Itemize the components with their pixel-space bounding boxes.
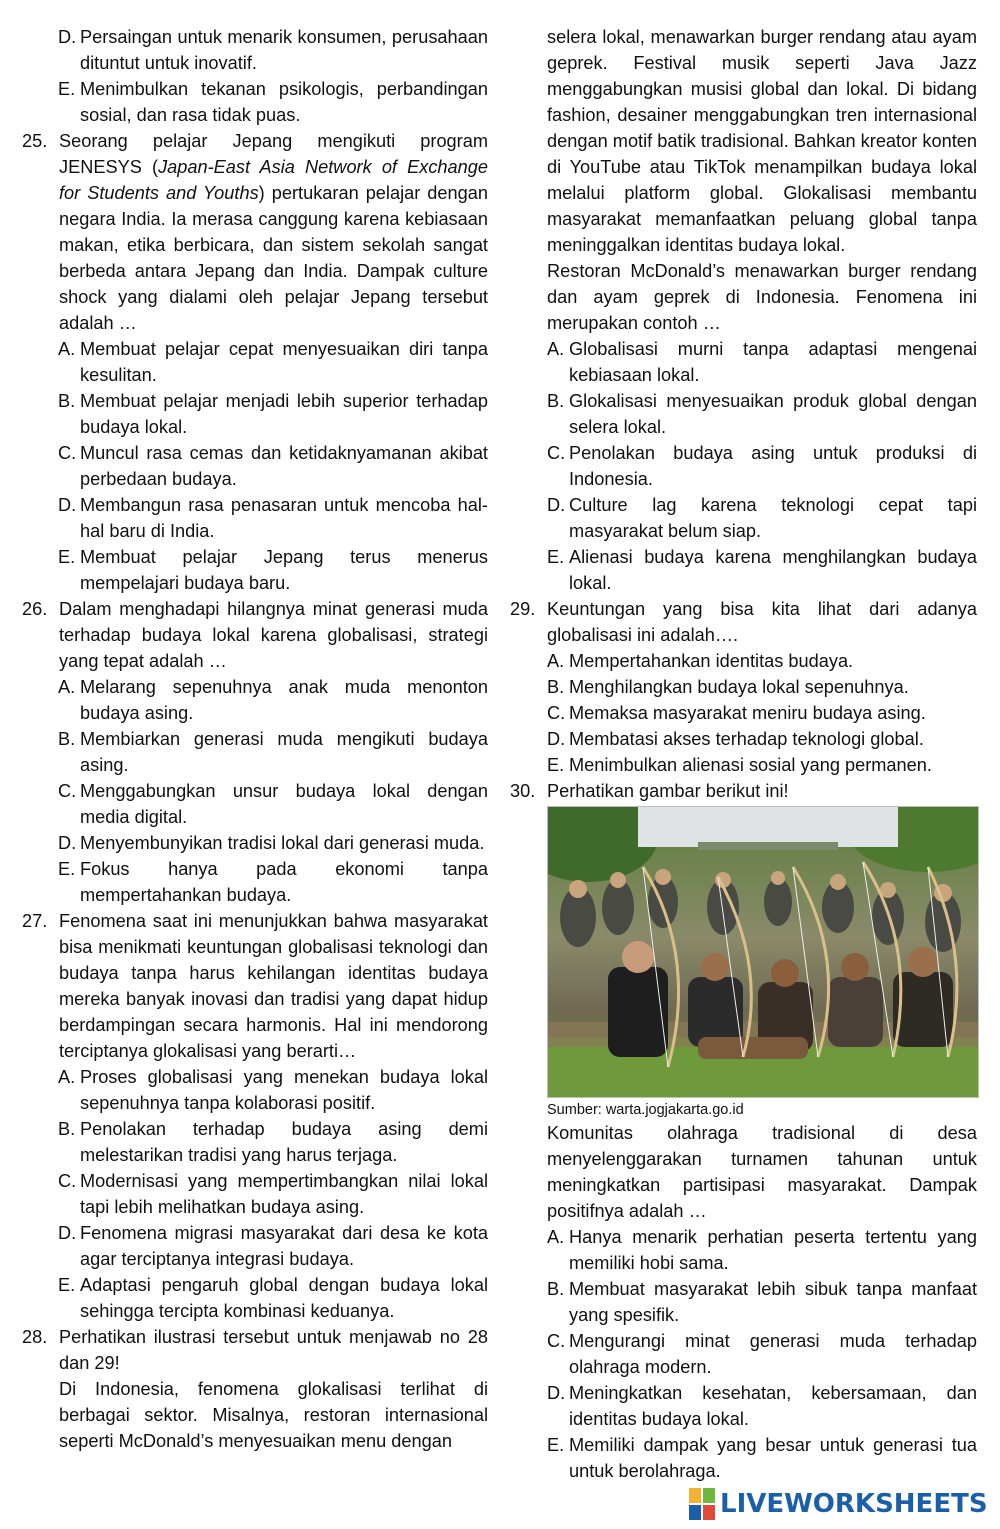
question-27: 27. Fenomena saat ini menunjukkan bahwa masyarakat bisa menikmati keuntungan globalisasi teknologi dan budaya tanpa harus kehilangan identitas budaya mereka banyak inovasi dan tradisi yang dapat hidup berdampingan secara harmonis. Hal ini mendorong terciptanya glokalisasi yang berarti… xyxy=(22,911,488,1061)
q26-option-c: C. Menggabungkan unsur budaya lokal dengan media digital. xyxy=(58,781,488,827)
q30-option-d: D. Meningkatkan kesehatan, kebersamaan, dan identitas budaya lokal. xyxy=(547,1383,977,1429)
archery-scene-illustration xyxy=(548,807,978,1097)
q27-option-b: B. Penolakan terhadap budaya asing demi melestarikan tradisi yang harus terjaga. xyxy=(58,1119,488,1165)
right-column xyxy=(510,24,977,1484)
left-column xyxy=(22,24,488,1454)
q25-option-c: C. Muncul rasa cemas dan ketidaknyamanan akibat perbedaan budaya. xyxy=(58,443,488,489)
q29-option-a: A. Mempertahankan identitas budaya. xyxy=(547,651,854,671)
q28-option-c: C. Penolakan budaya asing untuk produksi di Indonesia. xyxy=(547,443,977,489)
q28-question: Restoran McDonald’s menawarkan burger rendang dan ayam geprek di Indonesia. Fenomena ini merupakan contoh … xyxy=(547,261,977,333)
q25-option-e: E. Membuat pelajar Jepang terus menerus mempelajari budaya baru. xyxy=(58,547,488,593)
question-30: 30. Perhatikan gambar berikut ini! xyxy=(510,781,789,801)
question-26: 26. Dalam menghadapi hilangnya minat generasi muda terhadap budaya lokal karena globalisasi, strategi yang tepat adalah … xyxy=(22,599,488,671)
q26-option-b: B. Membiarkan generasi muda mengikuti budaya asing. xyxy=(58,729,488,775)
q30-option-b: B. Membuat masyarakat lebih sibuk tanpa manfaat yang spesifik. xyxy=(547,1279,977,1325)
q30-option-c: C. Mengurangi minat generasi muda terhadap olahraga modern. xyxy=(547,1331,977,1377)
q26-option-d: D. Menyembunyikan tradisi lokal dari generasi muda. xyxy=(58,833,485,853)
q30-question: Komunitas olahraga tradisional di desa menyelenggarakan turnamen tahunan untuk meningkatkan partisipasi masyarakat. Dampak positifnya adalah … xyxy=(547,1123,977,1221)
liveworksheets-logo[interactable] xyxy=(688,1486,992,1522)
q28-passage-continued: selera lokal, menawarkan burger rendang atau ayam geprek. Festival musik seperti Java Jazz menggabungkan musisi global dan lokal. Di bidang fashion, desainer menggabungkan tren internasional dengan motif batik tradisional. Bahkan kreator konten di YouTube atau TikTok menampilkan budaya lokal melalui platform global. Glokalisasi membantu masyarakat memanfaatkan peluang global tanpa meninggalkan identitas budaya lokal. xyxy=(547,27,977,255)
q24-option-d: D. Persaingan untuk menarik konsumen, perusahaan dituntut untuk inovatif. xyxy=(58,27,488,73)
q30-option-a: A. Hanya menarik perhatian peserta tertentu yang memiliki hobi sama. xyxy=(547,1227,977,1273)
question-29: 29. Keuntungan yang bisa kita lihat dari adanya globalisasi ini adalah…. xyxy=(510,599,977,645)
q24-option-e: E. Menimbulkan tekanan psikologis, perbandingan sosial, dan rasa tidak puas. xyxy=(58,79,488,125)
q28-option-a: A. Globalisasi murni tanpa adaptasi mengenai kebiasaan lokal. xyxy=(547,339,977,385)
q26-option-a: A. Melarang sepenuhnya anak muda menonton budaya asing. xyxy=(58,677,488,723)
q29-option-c: C. Memaksa masyarakat meniru budaya asing. xyxy=(547,703,926,723)
archery-photo xyxy=(547,806,979,1098)
q29-option-b: B. Menghilangkan budaya lokal sepenuhnya. xyxy=(547,677,909,697)
q27-option-a: A. Proses globalisasi yang menekan budaya lokal sepenuhnya tanpa kolaborasi positif. xyxy=(58,1067,488,1113)
q30-option-e: E. Memiliki dampak yang besar untuk generasi tua untuk berolahraga. xyxy=(547,1435,977,1481)
q26-option-e: E. Fokus hanya pada ekonomi tanpa mempertahankan budaya. xyxy=(58,859,488,905)
liveworksheets-logo-mark-icon xyxy=(688,1487,716,1521)
q29-option-e: E. Menimbulkan alienasi sosial yang permanen. xyxy=(547,755,932,775)
q29-option-d: D. Membatasi akses terhadap teknologi global. xyxy=(547,729,924,749)
q27-option-c: C. Modernisasi yang mempertimbangkan nilai lokal tapi lebih melihatkan budaya asing. xyxy=(58,1171,488,1217)
q25-option-b: B. Membuat pelajar menjadi lebih superior terhadap budaya lokal. xyxy=(58,391,488,437)
photo-source-caption: Sumber: warta.jogjakarta.go.id xyxy=(547,1102,744,1118)
q28-option-e: E. Alienasi budaya karena menghilangkan budaya lokal. xyxy=(547,547,977,593)
q28-passage-start: Di Indonesia, fenomena glokalisasi terlihat di berbagai sektor. Misalnya, restoran internasional seperti McDonald’s menyesuaikan menu dengan xyxy=(59,1379,488,1451)
liveworksheets-logo-text: LIVEWORKSHEETS xyxy=(720,1489,988,1519)
q28-option-d: D. Culture lag karena teknologi cepat tapi masyarakat belum siap. xyxy=(547,495,977,541)
q27-option-d: D. Fenomena migrasi masyarakat dari desa ke kota agar terciptanya integrasi budaya. xyxy=(58,1223,488,1269)
q27-option-e: E. Adaptasi pengaruh global dengan budaya lokal sehingga tercipta kombinasi keduanya. xyxy=(58,1275,488,1321)
q28-option-b: B. Glokalisasi menyesuaikan produk global dengan selera lokal. xyxy=(547,391,977,437)
question-25: 25. Seorang pelajar Jepang mengikuti program JENESYS (Japan-East Asia Network of Exchange for Students and Youths) pertukaran pelajar dengan negara India. Ia merasa canggung karena kebiasaan makan, etika berbicara, dan sistem sekolah sangat berbeda antara Jepang dan India. Dampak culture shock yang dialami oleh pelajar Jepang tersebut adalah … xyxy=(22,131,488,333)
question-28: 28. Perhatikan ilustrasi tersebut untuk menjawab no 28 dan 29! xyxy=(22,1327,488,1373)
q25-option-a: A. Membuat pelajar cepat menyesuaikan diri tanpa kesulitan. xyxy=(58,339,488,385)
q25-option-d: D. Membangun rasa penasaran untuk mencoba hal-hal baru di India. xyxy=(58,495,488,541)
